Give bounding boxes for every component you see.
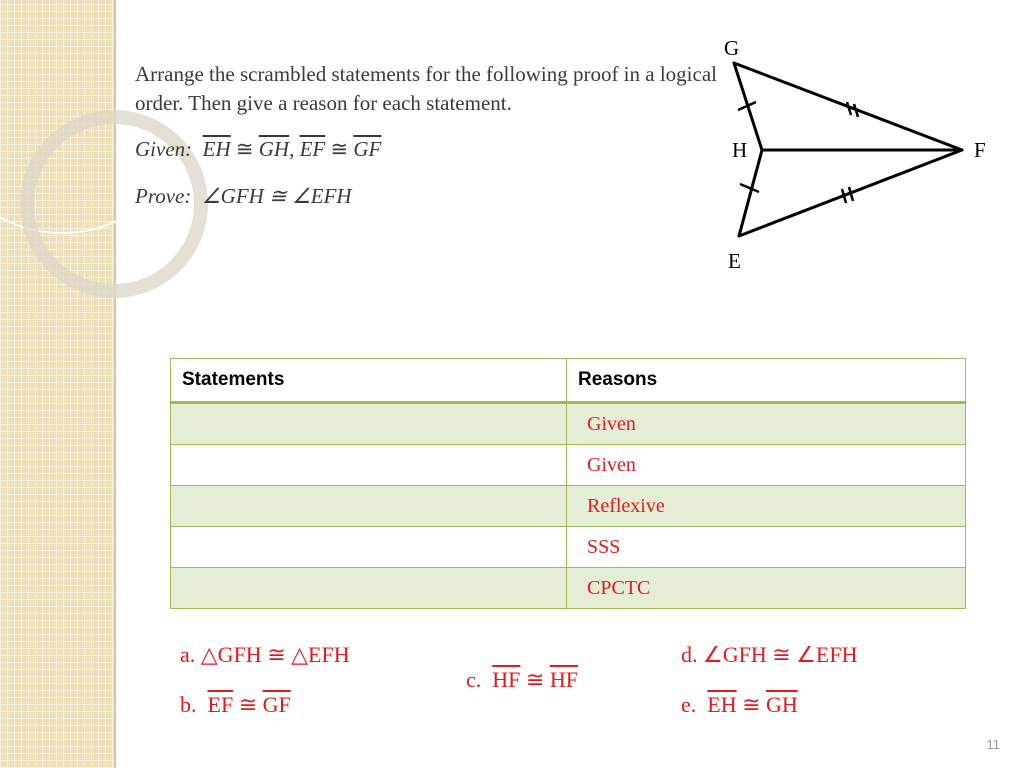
option-cong: ≅ xyxy=(520,667,550,692)
option-letter: b. xyxy=(180,692,208,717)
statement-cell[interactable] xyxy=(171,486,567,527)
vertex-label-e: E xyxy=(728,249,741,273)
option-seg1: $\overline{EH}$ xyxy=(707,692,737,717)
given-label: Given: xyxy=(135,137,193,161)
given-line xyxy=(135,137,381,162)
prove-label: Prove: xyxy=(135,184,192,208)
congruent-symbol: ≅ xyxy=(230,137,259,161)
option-d[interactable] xyxy=(681,642,857,668)
option-a[interactable] xyxy=(180,642,350,668)
option-seg2: $\overline{GH}$ xyxy=(766,692,798,717)
option-e[interactable] xyxy=(681,692,798,718)
prove-line xyxy=(135,184,352,209)
vertex-label-g: G xyxy=(724,36,740,60)
reason-cell: Reflexive xyxy=(567,486,966,527)
vertex-label-f: F xyxy=(974,138,986,162)
table-row xyxy=(171,527,966,568)
proof-table xyxy=(170,358,966,609)
table-row xyxy=(171,403,966,445)
instructions-text: Arrange the scrambled statements for the following proof in a logical order. Then give a reason for each statement. xyxy=(135,62,717,115)
option-seg1: $\overline{EF}$ xyxy=(207,692,234,717)
congruent-symbol: ≅ xyxy=(325,137,354,161)
option-letter: d. xyxy=(681,642,703,667)
option-cong: ≅ xyxy=(233,692,263,717)
statement-cell[interactable] xyxy=(171,527,567,568)
statement-cell[interactable] xyxy=(171,568,567,609)
option-letter: e. xyxy=(681,692,708,717)
table-row xyxy=(171,568,966,609)
kite-diagram xyxy=(720,30,1000,280)
prove-statement: ∠GFH ≅ ∠EFH xyxy=(201,184,352,208)
option-seg2: $\overline{HF}$ xyxy=(549,667,578,692)
tick-mark-he xyxy=(740,184,759,192)
segment-gh: $\overline{GH}$ xyxy=(258,137,290,161)
reason-cell: Given xyxy=(567,445,966,486)
reason-cell: Given xyxy=(567,403,966,445)
option-seg2: $\overline{GF}$ xyxy=(262,692,291,717)
reason-cell: SSS xyxy=(567,527,966,568)
option-letter: a. xyxy=(180,642,201,667)
statement-cell[interactable] xyxy=(171,403,567,445)
separator: , xyxy=(289,137,300,161)
page-number: 11 xyxy=(986,737,1000,752)
segment-ef: $\overline{EF}$ xyxy=(299,137,326,161)
segment-eh: $\overline{EH}$ xyxy=(202,137,231,161)
statement-cell[interactable] xyxy=(171,445,567,486)
vertex-label-h: H xyxy=(732,138,748,162)
table-row xyxy=(171,486,966,527)
header-reasons: Reasons xyxy=(567,359,966,403)
option-seg1: $\overline{HF}$ xyxy=(492,667,521,692)
table-row xyxy=(171,445,966,486)
option-text: △GFH ≅ △EFH xyxy=(200,642,350,667)
option-b[interactable] xyxy=(180,692,291,718)
table-header-row xyxy=(171,359,966,403)
reason-cell: CPCTC xyxy=(567,568,966,609)
option-cong: ≅ xyxy=(736,692,767,717)
option-c[interactable] xyxy=(466,667,578,693)
option-letter: c. xyxy=(466,667,493,692)
option-text: ∠GFH ≅ ∠EFH xyxy=(703,642,858,667)
segment-gf: $\overline{GF}$ xyxy=(353,137,382,161)
header-statements: Statements xyxy=(171,359,567,403)
